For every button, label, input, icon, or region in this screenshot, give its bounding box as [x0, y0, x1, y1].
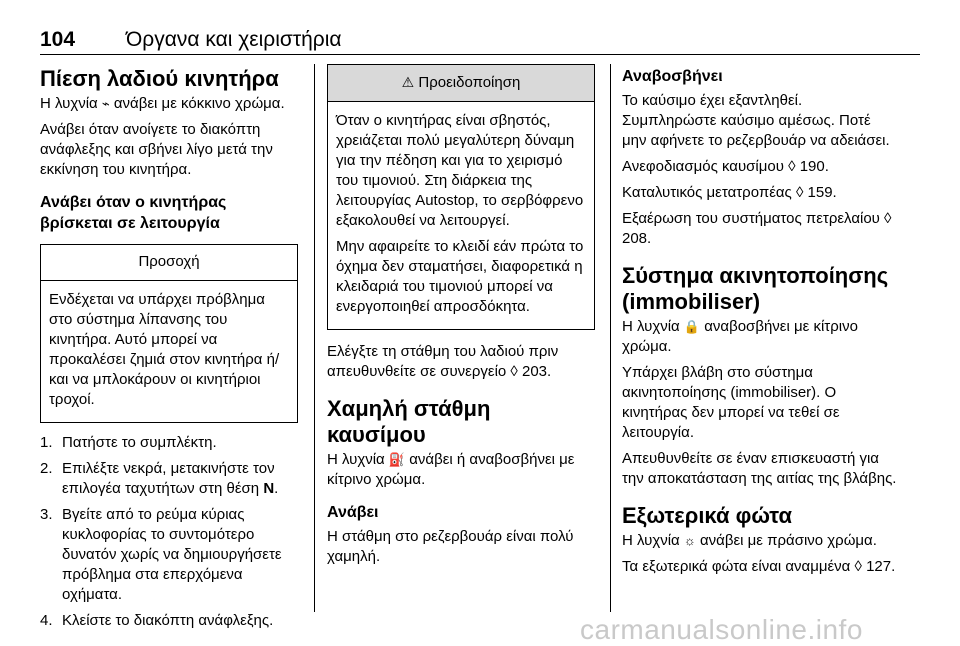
list-item [40, 505, 298, 605]
exterior-light-icon: ☼ [683, 533, 696, 548]
text-fragment: Η λυχνία [622, 532, 684, 549]
column-2 [327, 64, 595, 573]
oil-pressure-icon: ⌁ [101, 96, 110, 111]
paragraph-immobiliser-service: Απευθυνθείτε σε έναν επισκευαστή για την αποκατάσταση της αιτίας της βλάβης. [622, 450, 897, 487]
step-text: Επιλέξτε νεκρά, μετακινήστε τον επιλογέα ταχυτήτων στη θέση [62, 460, 275, 497]
warning-box [327, 64, 595, 330]
list-item [40, 459, 298, 499]
paragraph-bleeding-ref: Εξαέρωση του συστήματος πετρελαίου ◊ 208. [622, 210, 892, 247]
step-text: . [274, 480, 279, 497]
notice-title: Προσοχή [41, 245, 297, 281]
warning-text-2: Μην αφαιρείτε το κλειδί εάν πρώτα το όχημα δεν σταματήσει, διαφορετικά η κλειδαριά του τιμονιού μπορεί να ενεργοποιηθεί απροσδόκητα. [336, 238, 584, 315]
section-heading-exterior-lights: Εξωτερικά φώτα [622, 503, 793, 528]
warning-triangle-icon: ⚠ [401, 74, 415, 90]
text-fragment: Η λυχνία [327, 451, 389, 468]
steps-list [40, 433, 298, 631]
text-fragment: αναβοσβήνει με κίτρινο χρώμα. [622, 318, 858, 355]
paragraph-fuel-empty: Το καύσιμο έχει εξαντληθεί. Συμπληρώστε καύσιμο αμέσως. Ποτέ μην αφήνετε το ρεζερβουάρ να αδειάσει. [622, 92, 890, 149]
step-text-bold: N [263, 480, 275, 497]
immobiliser-icon: 🔒 [683, 319, 701, 334]
section-heading-immobiliser: Σύστημα ακινητοποίησης (immobiliser) [622, 263, 889, 314]
column-1 [40, 66, 298, 637]
text-fragment: Η λυχνία [40, 95, 102, 112]
column-divider-left [314, 64, 315, 612]
list-item [40, 433, 298, 453]
paragraph-lights-lamp [622, 531, 898, 551]
paragraph-check-oil: Ελέγξτε τη στάθμη του λαδιού πριν απευθυνθείτε σε συνεργείο ◊ 203. [327, 343, 559, 380]
paragraph-catalytic-ref: Καταλυτικός μετατροπέας ◊ 159. [622, 184, 837, 201]
paragraph-oil-lamp [40, 94, 298, 114]
notice-text: Ενδέχεται να υπάρχει πρόβλημα στο σύστημα λίπανσης του κινητήρα. Αυτό μπορεί να προκαλέσει ζημιά στον κινητήρα ή/και να μπλοκάρουν οι κινητήριοι τροχοί. [49, 291, 280, 408]
paragraph-immobiliser-fault: Υπάρχει βλάβη στο σύστημα ακινητοποίησης (immobiliser). Ο κινητήρας δεν μπορεί να τεθεί σε λειτουργία. [622, 364, 840, 441]
paragraph-oil-ignition: Ανάβει όταν ανοίγετε το διακόπτη ανάφλεξης και σβήνει λίγο μετά την εκκίνηση του κινητήρα. [40, 121, 273, 178]
page-number: 104 [40, 28, 76, 51]
warning-text-1: Όταν ο κινητήρας είναι σβηστός, χρειάζεται πολύ μεγαλύτερη δύναμη για την πέδηση και για το χειρισμό του τιμονιού. Στη διάρκεια της λειτουργίας Autostop, το σερβόφρενο εξακολουθεί να λειτουργεί. [336, 112, 584, 229]
notice-box [40, 244, 298, 423]
step-text: Βγείτε από το ρεύμα κύριας κυκλοφορίας το συντομότερο δυνατόν χωρίς να δημιουργήσετε πρόβλημα στα επερχόμενα οχήματα. [62, 506, 282, 603]
warning-header [328, 65, 594, 102]
step-number: 4. [40, 612, 53, 629]
fuel-pump-icon: ⛽ [388, 452, 406, 467]
section-heading-oil-pressure: Πίεση λαδιού κινητήρα [40, 66, 279, 91]
text-fragment: ανάβει με κόκκινο χρώμα. [109, 95, 285, 112]
text-fragment: ανάβει ή αναβοσβήνει με κίτρινο χρώμα. [327, 451, 575, 488]
paragraph-immobiliser-lamp [622, 317, 898, 357]
running-title: Όργανα και χειριστήρια [126, 28, 342, 51]
step-number: 1. [40, 434, 53, 451]
paragraph-lights-ref: Τα εξωτερικά φώτα είναι αναμμένα ◊ 127. [622, 558, 896, 575]
paragraph-fuel-low: Η στάθμη στο ρεζερβουάρ είναι πολύ χαμηλή. [327, 528, 574, 565]
paragraph-fuel-lamp [327, 450, 595, 490]
watermark: carmanualsonline.info [580, 614, 863, 645]
column-divider-right [610, 64, 611, 612]
warning-title: Προειδοποίηση [418, 74, 521, 91]
text-fragment: Η λυχνία [622, 318, 684, 335]
step-text: Κλείστε το διακόπτη ανάφλεξης. [62, 612, 274, 629]
header-rule [40, 54, 920, 55]
subheading-flashing: Αναβοσβήνει [622, 68, 723, 85]
list-item [40, 611, 298, 631]
subheading-engine-running: Ανάβει όταν ο κινητήρας βρίσκεται σε λειτουργία [40, 194, 227, 232]
step-text: Πατήστε το συμπλέκτη. [62, 434, 217, 451]
section-heading-low-fuel: Χαμηλή στάθμη καυσίμου [327, 396, 491, 447]
paragraph-refuel-ref: Ανεφοδιασμός καυσίμου ◊ 190. [622, 158, 829, 175]
subheading-lights-on: Ανάβει [327, 504, 379, 521]
text-fragment: ανάβει με πράσινο χρώμα. [695, 532, 877, 549]
column-3 [622, 66, 898, 583]
step-number: 3. [40, 506, 53, 523]
step-number: 2. [40, 460, 53, 477]
